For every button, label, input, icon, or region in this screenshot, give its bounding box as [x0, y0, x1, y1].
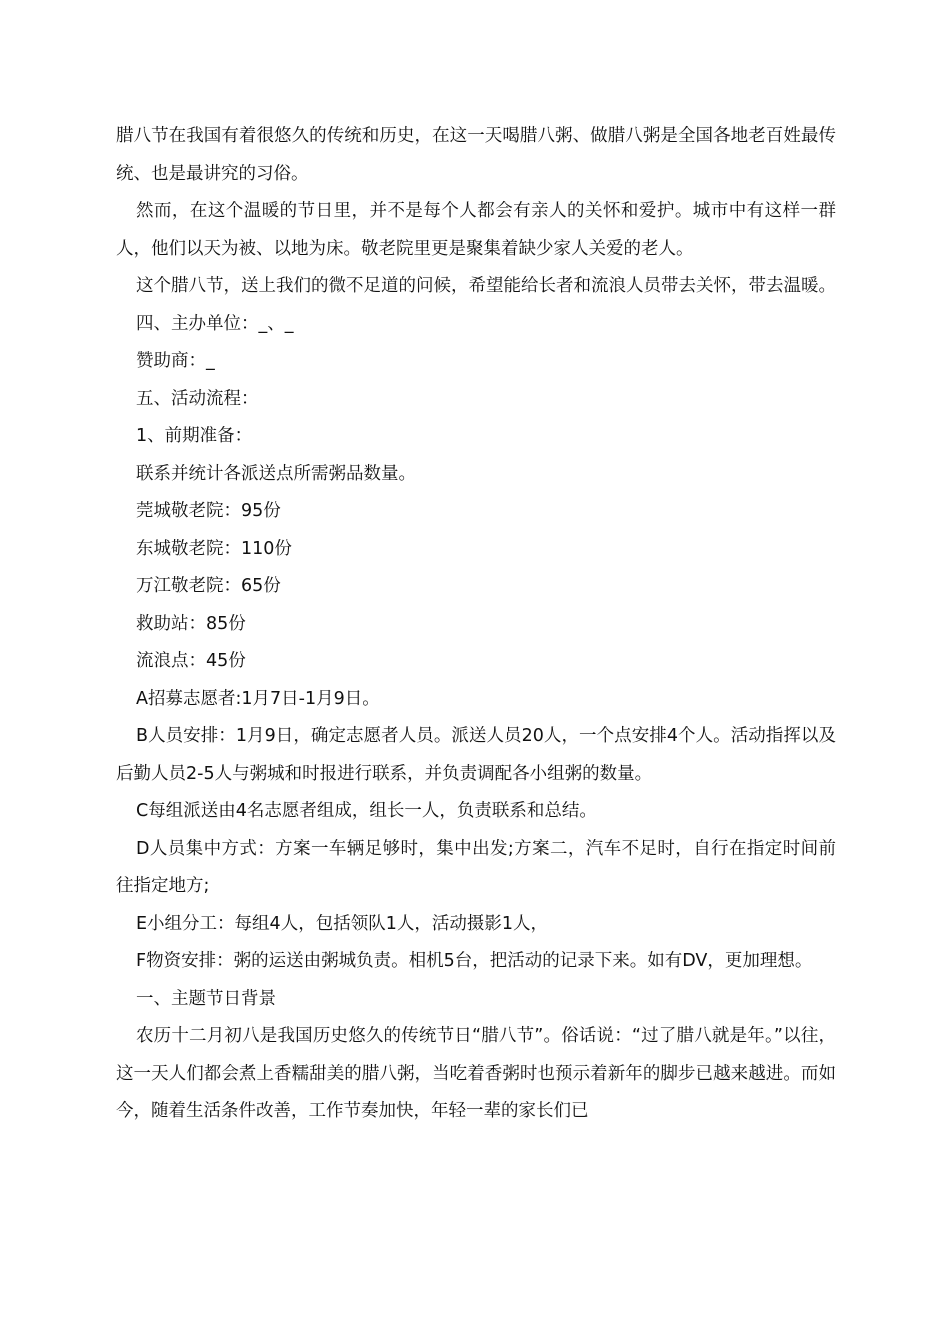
paragraph-staffing: B人员安排：1月9日，确定志愿者人员。派送人员20人，一个点安排4个人。活动指挥以及后勤人员2-5人与粥城和时报进行联系，并负责调配各小组粥的数量。	[116, 726, 836, 784]
list-item: 莞城敬老院：95份	[136, 501, 281, 521]
heading-preparation: 1、前期准备：	[136, 426, 253, 446]
paragraph-background: 农历十二月初八是我国历史悠久的传统节日“腊八节”。俗话说：“过了腊八就是年。”以往，这一天人们都会煮上香糯甜美的腊八粥，当吃着香粥时也预示着新年的脚步已越来越进。而如今，随着生活条件改善，工作节奏加快，年轻一辈的家长们已	[116, 1026, 836, 1121]
paragraph-intro: 腊八节在我国有着很悠久的传统和历史，在这一天喝腊八粥、做腊八粥是全国各地老百姓最传统、也是最讲究的习俗。	[116, 126, 836, 184]
list-item: 救助站：85份	[136, 613, 246, 634]
list-item: E小组分工：每组4人，包括领队1人，活动摄影1人，	[136, 913, 548, 934]
list-item: 流浪点：45份	[136, 651, 246, 671]
paragraph-wishes: 这个腊八节，送上我们的微不足道的问候，希望能给长者和流浪人员带去关怀，带去温暖。	[136, 276, 836, 296]
paragraph-gathering: D人员集中方式：方案一车辆足够时，集中出发;方案二，汽车不足时，自行在指定时间前往指定地方;	[116, 838, 836, 896]
heading-background: 一、主题节日背景	[136, 988, 276, 1009]
list-item: 东城敬老院：110份	[136, 538, 292, 559]
list-item: 万江敬老院：65份	[136, 576, 281, 596]
paragraph-supplies: F物资安排：粥的运送由粥城负责。相机5台，把活动的记录下来。如有DV，更加理想。	[136, 951, 813, 971]
heading-process: 五、活动流程：	[136, 388, 259, 409]
document-body	[116, 118, 836, 1131]
list-item: 联系并统计各派送点所需粥品数量。	[136, 463, 416, 484]
list-item: C每组派送由4名志愿者组成，组长一人，负责联系和总结。	[136, 801, 597, 821]
sponsor-line: 赞助商：_	[136, 351, 215, 371]
heading-organizer: 四、主办单位：_、_	[136, 313, 294, 334]
list-item: A招募志愿者:1月7日-1月9日。	[136, 688, 380, 709]
paragraph-however: 然而，在这个温暖的节日里，并不是每个人都会有亲人的关怀和爱护。城市中有这样一群人，他们以天为被、以地为床。敬老院里更是聚集着缺少家人关爱的老人。	[116, 201, 836, 259]
